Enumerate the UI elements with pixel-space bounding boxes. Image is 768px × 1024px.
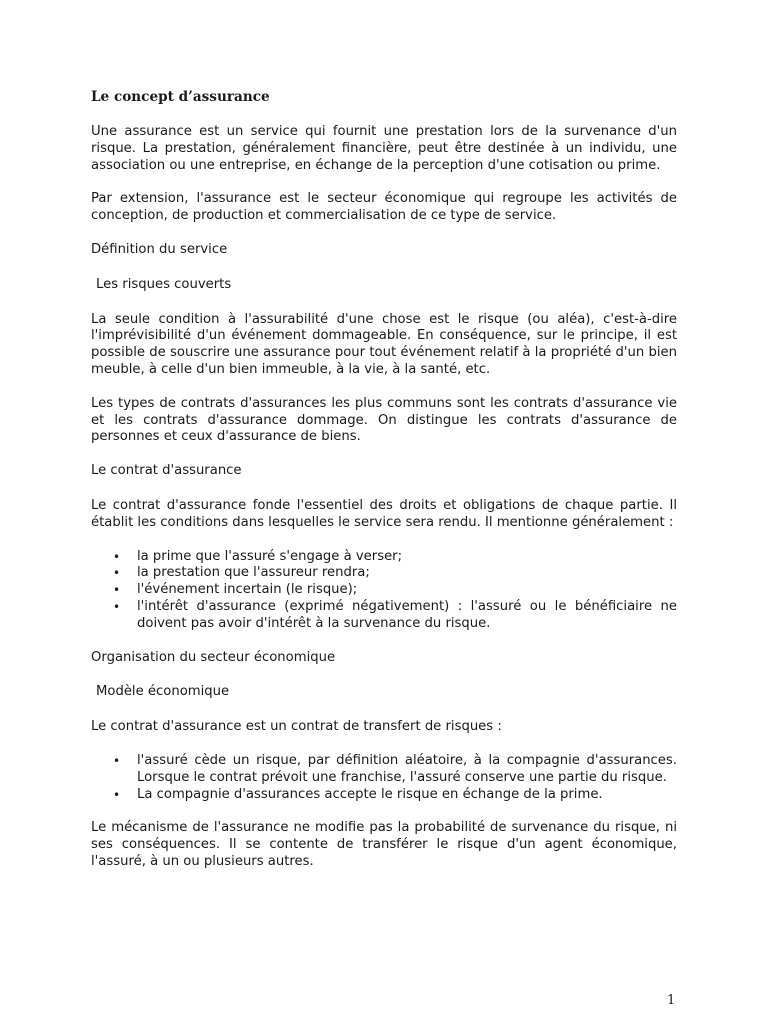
document-page — [91, 89, 677, 888]
list-item-text: l'assuré cède un risque, par définition aléatoire, à la compagnie d'assurances. Lorsque le contrat prévoit une franchise, l'assuré conserve une partie du risque. — [137, 752, 677, 785]
section-heading-definition: Définition du service — [91, 241, 228, 257]
section-heading-contrat: Le contrat d'assurance — [91, 463, 242, 479]
list-item — [91, 753, 677, 787]
list-item-text: l'événement incertain (le risque); — [137, 582, 358, 598]
types-contrats-paragraph: Les types de contrats d'assurances les plus communs sont les contrats d'assurance vie et les contrats d'assurance dommage. On distingue les contrats d'assurance de personnes et ceux d'assurance de biens. — [91, 395, 677, 445]
transfert-paragraph: Le contrat d'assurance est un contrat de transfert de risques : — [91, 719, 502, 735]
bullet-icon: • — [113, 753, 121, 768]
risque-paragraph: La seule condition à l'assurabilité d'une chose est le risque (ou aléa), c'est-à-dire l'imprévisibilité d'un événement dommageable. En conséquence, sur le principe, il est possible de souscrire une assurance pour tout événement relatif à la propriété d'un bien meuble, à celle d'un bien immeuble, à la vie, à la santé, etc. — [91, 311, 677, 377]
page-number: 1 — [667, 993, 676, 1008]
list-item — [91, 599, 677, 633]
contrat-mentions-list — [91, 549, 677, 633]
transfert-list — [91, 753, 677, 803]
list-item-text: l'intérêt d'assurance (exprimé négativement) : l'assuré ou le bénéficiaire ne doivent pas avoir d'intérêt à la survenance du risque. — [137, 598, 677, 631]
bullet-icon: • — [113, 599, 121, 614]
section-heading-modele: Modèle économique — [96, 684, 230, 700]
list-item-text: La compagnie d'assurances accepte le risque en échange de la prime. — [137, 786, 603, 802]
list-item-text: la prestation que l'assureur rendra; — [137, 565, 370, 581]
list-item — [91, 549, 677, 566]
bullet-icon: • — [113, 549, 121, 564]
contrat-paragraph: Le contrat d'assurance fonde l'essentiel des droits et obligations de chaque partie. Il établit les conditions dans lesquelles le service sera rendu. Il mentionne généralement : — [91, 497, 677, 530]
list-item — [91, 787, 677, 804]
list-item — [91, 582, 677, 599]
list-item-text: la prime que l'assuré s'engage à verser; — [137, 548, 403, 564]
intro-paragraph: Une assurance est un service qui fournit une prestation lors de la survenance d'un risque. La prestation, généralement financière, peut être destinée à un individu, une association ou une entreprise, en échange de la perception d'une cotisation ou prime. — [91, 124, 677, 173]
section-heading-organisation: Organisation du secteur économique — [91, 649, 336, 665]
section-heading-risques: Les risques couverts — [96, 276, 232, 292]
document-title: Le concept d’assurance — [91, 89, 270, 105]
bullet-icon: • — [113, 583, 121, 598]
mecanisme-paragraph: Le mécanisme de l'assurance ne modifie pas la probabilité de survenance du risque, ni ses conséquences. Il se contente de transférer le risque d'un agent économique, l'assuré, à un ou plusieurs autres. — [91, 820, 677, 869]
bullet-icon: • — [113, 787, 121, 802]
list-item — [91, 565, 677, 582]
extension-paragraph: Par extension, l'assurance est le secteur économique qui regroupe les activités de conception, de production et commercialisation de ce type de service. — [91, 191, 677, 224]
bullet-icon: • — [113, 566, 121, 581]
